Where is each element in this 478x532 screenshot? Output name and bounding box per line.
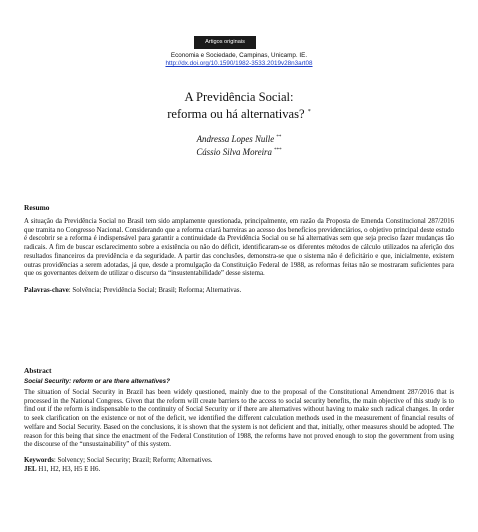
journal-header: [0, 52, 478, 69]
doi-link[interactable]: http://dx.doi.org/10.1590/1982-3533.2019v28n3art08: [165, 60, 313, 68]
author-footnote-marker[interactable]: **: [276, 135, 282, 140]
resumo-text: A situação da Previdência Social no Brasil tem sido amplamente questionada, principalmente, em razão da Proposta de Emenda Constitucional 287/2016 que tramita no Congresso Nacional. Considerando que a reforma criará barreiras ao acesso dos benefícios previdenciários, o objetivo principal deste estudo é descobrir se a reforma é indispensável para garantir a continuidade da Previdência Social ou se há alternativas sem que seja preciso fazer mudanças tão radicais. A fim de buscar esclarecimento sobre a existência ou não do déficit, identificaram-se os diferentes métodos de cálculo utilizados na aferição dos resultados financeiros da previdência e da seguridade. A partir das conclusões, demonstra-se que o sistema não é deficitário e que, inicialmente, existem outras providências a serem adotadas, já que, desde a promulgação da Constituição Federal de 1988, as reformas feitas não se mostraram suficientes para que os governantes deixem de utilizar o discurso da “insustentabilidade” desse sistema.: [24, 218, 454, 278]
section-badge: Artigos originais: [194, 36, 256, 49]
author-name: Cássio Silva Moreira: [196, 146, 272, 157]
resumo-section: [24, 203, 454, 296]
abstract-subtitle: Social Security: reform or are there alternatives?: [24, 378, 170, 385]
author-list: [0, 132, 478, 158]
author-name: Andressa Lopes Nulle: [196, 133, 275, 144]
journal-line: Economia e Sociedade, Campinas, Unicamp. IE.: [170, 52, 308, 59]
abstract-section: [24, 366, 454, 474]
title-line-2: reforma ou há alternativas?: [167, 107, 305, 122]
article-title: [0, 90, 478, 122]
author: [0, 145, 478, 158]
abstract-heading: Abstract: [24, 366, 52, 375]
resumo-heading: Resumo: [24, 203, 50, 212]
abstract-text: The situation of Social Security in Brazil has been widely questioned, mainly due to the proposal of the Constitutional Amendment 287/2016 that is processed in the National Congress. Given that the reform will create barriers to the access to social security benefits, the main objective of this study is to find out if the reform is indispensable to the continuity of Social Security or if there are alternatives without having to make such radical changes. In order to seek clarification on the existence or not of the deficit, we identified the different calculation methods used in the measurement of financial results of welfare and Social Security. Based on the conclusions, it is shown that the system is not deficient and that, initially, other measures should be adopted. The reason for this being that since the enactment of the Federal Constitution of 1988, the reforms have not proved enough to stop the government from using the discourse of the “unsustainability” of this system.: [24, 389, 454, 449]
keywords-label: Keywords: [24, 456, 54, 464]
keywords-label: Palavras-chave: [24, 286, 69, 294]
jel-value: H1, H2, H3, H5 E H6.: [36, 465, 101, 473]
jel-codes: [24, 466, 454, 475]
title-footnote-marker[interactable]: *: [307, 109, 311, 115]
keywords-value: : Solvência; Previdência Social; Brasil; Reforma; Alternativas.: [68, 286, 242, 294]
jel-label: JEL: [24, 465, 37, 473]
author: [0, 132, 478, 145]
abstract-keywords: [24, 457, 454, 466]
author-footnote-marker[interactable]: ***: [274, 147, 282, 153]
keywords-value: : Solvency; Social Security; Brazil; Reform; Alternatives.: [53, 456, 213, 464]
resumo-keywords: [24, 287, 454, 296]
title-line-1: A Previdência Social:: [184, 90, 294, 104]
